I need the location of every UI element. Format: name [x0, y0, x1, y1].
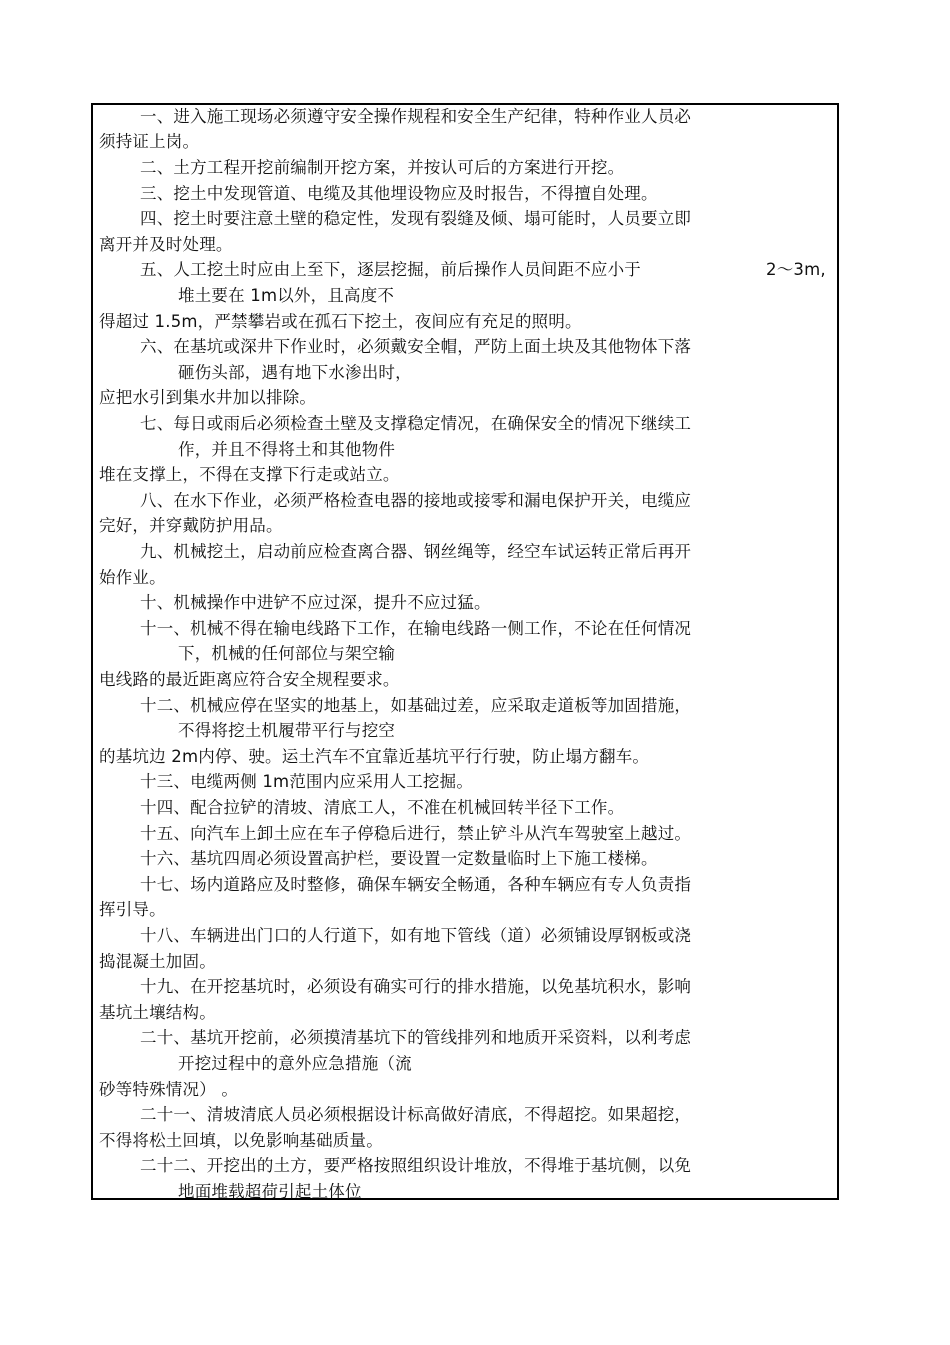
text-line: 三、挖土中发现管道、电缆及其他埋设物应及时报告，不得擅自处理。 — [140, 184, 658, 203]
text-line: 下，机械的任何部位与架空输 — [178, 644, 396, 663]
text-line: 砸伤头部，遇有地下水渗出时， — [178, 363, 412, 382]
text-line: 砂等特殊情况） 。 — [99, 1080, 239, 1099]
text-line: 二十、基坑开挖前，必须摸清基坑下的管线排列和地质开采资料，以利考虑 — [140, 1028, 692, 1047]
text-line: 挥引导。 — [99, 900, 166, 919]
text-line: 十七、场内道路应及时整修，确保车辆安全畅通，各种车辆应有专人负责指 — [140, 875, 692, 894]
text-line: 二十一、清坡清底人员必须根据设计标高做好清底，不得超挖。如果超挖， — [140, 1105, 692, 1124]
text-line: 九、机械挖土，启动前应检查离合器、钢丝绳等，经空车试运转正常后再开 — [140, 542, 692, 561]
text-line: 十五、向汽车上卸土应在车子停稳后进行，禁止铲斗从汽车驾驶室上越过。 — [140, 824, 692, 843]
text-line: 四、挖土时要注意土壁的稳定性，发现有裂缝及倾、塌可能时，人员要立即 — [140, 209, 692, 228]
text-line: 五、人工挖土时应由上至下，逐层挖掘，前后操作人员间距不应小于 — [140, 260, 641, 279]
text-line: 得超过 1.5m，严禁攀岩或在孤石下挖土，夜间应有充足的照明。 — [99, 312, 582, 331]
text-line: 电线路的最近距离应符合安全规程要求。 — [99, 670, 400, 689]
text-line: 应把水引到集水井加以排除。 — [99, 388, 317, 407]
text-line: 的基坑边 2m内停、驶。运土汽车不宜靠近基坑平行行驶，防止塌方翻车。 — [99, 747, 650, 766]
text-line: 不得将松土回填，以免影响基础质量。 — [99, 1131, 383, 1150]
text-line: 七、每日或雨后必须检查土壁及支撑稳定情况，在确保安全的情况下继续工 — [140, 414, 692, 433]
text-line: 八、在水下作业，必须严格检查电器的接地或接零和漏电保护开关，电缆应 — [140, 491, 692, 510]
text-line: 完好，并穿戴防护用品。 — [99, 516, 283, 535]
text-line: 堆在支撑上，不得在支撑下行走或站立。 — [99, 465, 400, 484]
text-line: 十三、电缆两侧 1m范围内应采用人工挖掘。 — [140, 772, 474, 791]
text-line: 作，并且不得将土和其他物件 — [178, 440, 396, 459]
text-line: 离开并及时处理。 — [99, 235, 233, 254]
text-line: 始作业。 — [99, 568, 166, 587]
text-line: 十六、基坑四周必须设置高护栏，要设置一定数量临时上下施工楼梯。 — [140, 849, 658, 868]
text-line: 须持证上岗。 — [99, 132, 200, 151]
text-line: 十一、机械不得在输电线路下工作，在输电线路一侧工作，不论在任何情况 — [140, 619, 692, 638]
text-line: 二、土方工程开挖前编制开挖方案，并按认可后的方案进行开挖。 — [140, 158, 625, 177]
text-line: 堆土要在 1m以外，且高度不 — [178, 286, 395, 305]
text-line: 二十二、开挖出的土方，要严格按照组织设计堆放，不得堆于基坑侧，以免 — [140, 1156, 692, 1175]
text-line: 十四、配合拉铲的清坡、清底工人，不准在机械回转半径下工作。 — [140, 798, 625, 817]
text-line: 一、进入施工现场必须遵守安全操作规程和安全生产纪律，特种作业人员必 — [140, 107, 692, 126]
text-line: 捣混凝土加固。 — [99, 952, 216, 971]
text-line: 地面堆载超荷引起土体位 — [178, 1182, 362, 1201]
text-line: 开挖过程中的意外应急措施（流 — [178, 1054, 412, 1073]
text-line: 基坑土壤结构。 — [99, 1003, 216, 1022]
text-line: 十、机械操作中进铲不应过深，提升不应过猛。 — [140, 593, 491, 612]
text-line: 不得将挖土机履带平行与挖空 — [178, 721, 396, 740]
text-line: 2～3m, — [766, 260, 826, 279]
text-line: 十九、在开挖基坑时，必须设有确实可行的排水措施，以免基坑积水，影响 — [140, 977, 692, 996]
text-line: 十八、车辆进出门口的人行道下，如有地下管线（道）必须铺设厚钢板或浇 — [140, 926, 692, 945]
text-line: 十二、机械应停在坚实的地基上，如基础过差，应采取走道板等加固措施， — [140, 696, 692, 715]
text-line: 六、在基坑或深井下作业时，必须戴安全帽，严防上面土块及其他物体下落 — [140, 337, 692, 356]
